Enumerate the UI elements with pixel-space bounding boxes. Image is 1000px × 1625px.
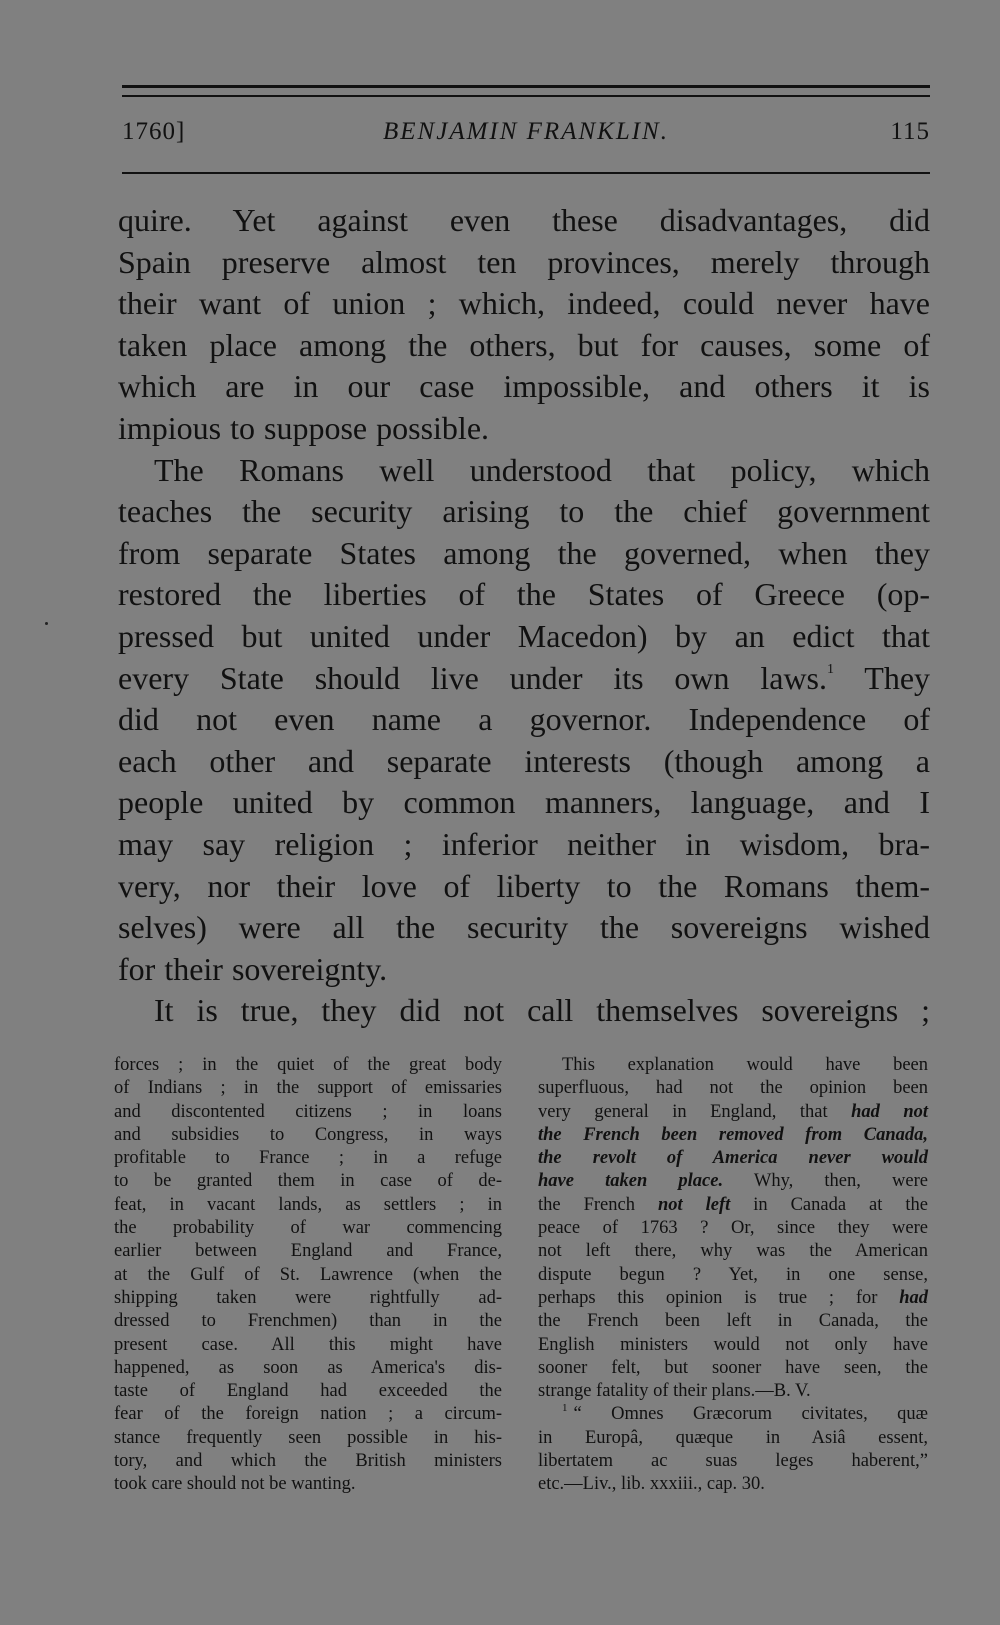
note-italic: had not: [851, 1101, 928, 1122]
note-line: tory, and which the British ministers: [114, 1451, 502, 1472]
note-italic: had: [899, 1287, 928, 1308]
note-line: to be granted them in case of de-: [114, 1171, 502, 1192]
note-segment: very general in England, that: [538, 1101, 852, 1122]
note-segment: perhaps this opinion is true ; for: [538, 1287, 900, 1308]
note-line: the probability of war commencing: [114, 1218, 502, 1239]
text-line: Spain preserve almost ten provinces, merely through: [118, 243, 930, 280]
main-text: [118, 200, 930, 1032]
note-line: the revolt of America never would: [538, 1148, 928, 1169]
text-segment: They: [864, 659, 931, 696]
note-line: dressed to Frenchmen) than in the: [114, 1311, 502, 1332]
note-line: at the Gulf of St. Lawrence (when the: [114, 1264, 502, 1285]
text-line: quire. Yet against even these disadvantages, did: [118, 202, 930, 238]
text-line: impious to suppose possible.: [118, 409, 490, 446]
note-line: took care should not be wanting.: [114, 1474, 356, 1495]
note-line: forces ; in the quiet of the great body: [114, 1055, 502, 1075]
note-line: of Indians ; in the support of emissaries: [114, 1078, 502, 1099]
note-line: taste of England had exceeded the: [114, 1381, 502, 1402]
footnote-marker: 1: [562, 1402, 568, 1415]
note-segment: Why, then, were: [723, 1171, 928, 1192]
note-italic: have taken place.: [538, 1171, 724, 1192]
text-line: their want of union ; which, indeed, could never have: [118, 285, 930, 322]
footnote-right-column: [538, 1054, 928, 1497]
note-line: [538, 1170, 928, 1193]
note-line: not left there, why was the American: [538, 1241, 928, 1262]
text-line: may say religion ; inferior neither in wisdom, bra-: [118, 825, 930, 862]
note-line: the French been left in Canada, the: [538, 1311, 928, 1332]
footnote-left-column: [114, 1054, 502, 1497]
text-line: The Romans well understood that policy, which: [154, 451, 930, 488]
note-line: etc.—Liv., lib. xxxiii., cap. 30.: [538, 1474, 765, 1495]
header-rule-bottom: [122, 172, 930, 174]
note-line: [538, 1287, 928, 1310]
note-line: happened, as soon as America's dis-: [114, 1357, 502, 1378]
note-line: strange fatality of their plans.—B. V.: [538, 1381, 811, 1402]
note-segment: the French: [538, 1194, 658, 1215]
text-line: selves) were all the security the sovereigns wished: [118, 909, 930, 946]
note-line: and subsidies to Congress, in ways: [114, 1124, 502, 1145]
note-line: earlier between England and France,: [114, 1241, 502, 1262]
note-line: libertatem ac suas leges haberent,”: [538, 1451, 928, 1472]
text-line: which are in our case impossible, and others it is: [118, 368, 930, 405]
note-line: the French been removed from Canada,: [538, 1124, 928, 1145]
text-line: did not even name a governor. Independence of: [118, 701, 930, 738]
text-segment: every State should live under its own laws.: [118, 659, 828, 696]
note-italic: not left: [657, 1194, 731, 1215]
note-line: fear of the foreign nation ; a circum-: [114, 1404, 502, 1425]
note-line: in Europâ, quæque in Asiâ essent,: [538, 1427, 928, 1448]
text-line: It is true, they did not call themselves sovereigns ;: [154, 992, 930, 1029]
note-line: shipping taken were rightfully ad-: [114, 1287, 502, 1308]
note-line: peace of 1763 ? Or, since they were: [538, 1218, 928, 1239]
text-line: each other and separate interests (though among a: [118, 742, 930, 779]
text-line: teaches the security arising to the chief government: [118, 493, 930, 530]
note-line: sooner felt, but sooner have seen, the: [538, 1357, 928, 1378]
note-segment: “ Omnes Græcorum civitates, quæ: [573, 1404, 928, 1425]
header-year: 1760]: [122, 118, 186, 145]
note-segment: in Canada at the: [730, 1194, 928, 1215]
paper-speck: [45, 622, 48, 625]
note-line: [538, 1194, 928, 1217]
text-line: from separate States among the governed, when they: [118, 534, 930, 571]
text-line: taken place among the others, but for causes, some of: [118, 326, 930, 363]
text-line: restored the liberties of the States of Greece (op-: [118, 576, 930, 613]
note-line: present case. All this might have: [114, 1334, 502, 1355]
note-line: [538, 1101, 928, 1124]
note-line: This explanation would have been: [562, 1055, 928, 1075]
note-line: and discontented citizens ; in loans: [114, 1101, 502, 1122]
header-rule-top-thin: [122, 95, 930, 97]
header-rule-top: [122, 85, 930, 88]
note-line: English ministers would not only have: [538, 1334, 928, 1355]
text-line: people united by common manners, language, and I: [118, 784, 930, 821]
note-line: superfluous, had not the opinion been: [538, 1078, 928, 1099]
note-line: profitable to France ; in a refuge: [114, 1148, 502, 1169]
running-header: [122, 118, 930, 158]
note-line: dispute begun ? Yet, in one sense,: [538, 1264, 928, 1285]
text-line: for their sovereignty.: [118, 950, 388, 987]
page-number: 115: [890, 118, 930, 145]
text-line: pressed but united under Macedon) by an edict that: [118, 617, 930, 654]
header-title: BENJAMIN FRANKLIN.: [383, 118, 669, 145]
footnote-marker: 1: [827, 661, 835, 677]
note-line: stance frequently seen possible in his-: [114, 1427, 502, 1448]
text-line: very, nor their love of liberty to the Romans them-: [118, 867, 930, 904]
note-line: feat, in vacant lands, as settlers ; in: [114, 1194, 502, 1215]
text-line: [118, 658, 930, 700]
note-line: [538, 1403, 928, 1426]
